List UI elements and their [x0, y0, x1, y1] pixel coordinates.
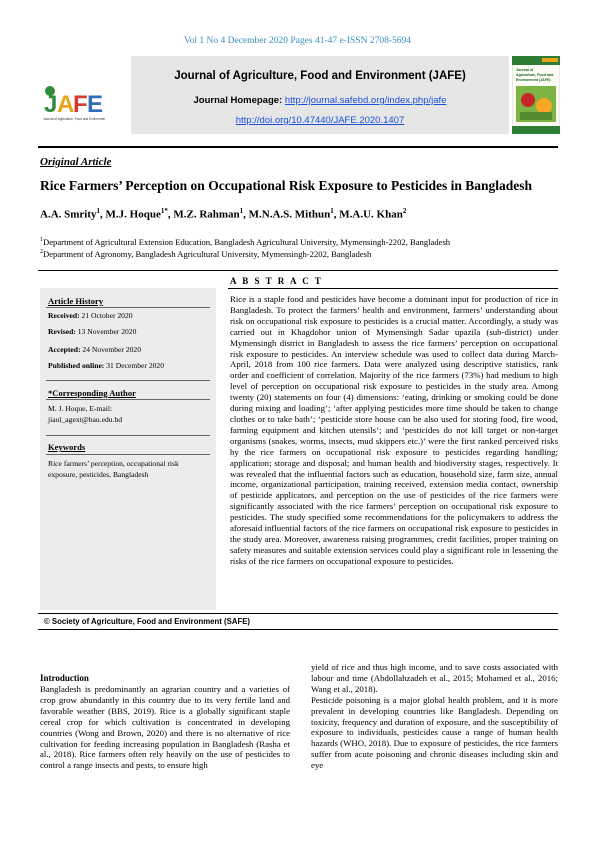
introduction-left-column: Bangladesh is predominantly an agrarian country and a varieties of crop grow abundantly in this country due to its very fertile land and favorable weather (BBS, 2019). Rice is a globally significant staple cereal crop for which cultivation is concentrated in developing countries (Wong and Brown, 2020) and there is no alternative of rice cultivation for feeding increasing population in Bangladesh (Rasha et al., 2018). Rice farmers often rely heavily on the use of pesticides to control a range insects and pests, to ensure high	[40, 684, 290, 771]
author-name: M.J. Hoque	[105, 208, 161, 221]
jafe-logo	[40, 78, 105, 124]
revised-label: Revised:	[48, 327, 76, 336]
introduction-right-column	[311, 662, 558, 771]
author-name: M.A.U. Khan	[339, 208, 403, 221]
journal-cover-thumbnail	[512, 56, 560, 134]
abstract-text: Rice is a staple food and pesticides have become a dominant input for production of rice in Bangladesh. To protect the farmers’ health and environment, farmers’ understanding about risk on occupational risk exposure to pesticides is a crucial matter. Accordingly, a study was carried out in Khagdohor union of Mymensingh Sadar upazila (sub-district) under Mymensingh district in Bangladesh to assess the rice farmers’ perception on occupational risk exposure to pesticides. An interview schedule was used to collect data during March-April, 2018 from 100 rice farmers. Data were analyzed using descriptive statistics, rank order and coefficient of correlation. Majority of the rice farmers (73%) had medium to high level of perception on occupational risk exposure to pesticides in the study area. Among twenty (20) statements on four (4) dimensions: ‘eating, drinking or smoking could be done during mixing and loading’; ‘after applying pesticides more time should be taken to change clothes or to take bath’; ‘pesticide store house can be also used for storing food, fire wood, farming equipment and kitchen utensils’; and ‘pesticides do not kill target or non-target organisms (snakes, worms, insects, mud skippers etc.)’ were the first ranked perceived risks by the rice farmers on occupational risk exposure to pesticides regarding handling; application; storage and disposal; and human health and biodiversity stages, respectively. It was revealed that the influential factors such as education, household size, farm size, annual income, organizational participation, training received, extension media contact, ownership of pesticide applicators, and perception on the use of pesticides of the rice farmers were significantly associated with the rice farmers’ perception on occupational risk exposure to pesticides. The study specified some recommendations for the policymakers to address the aforesaid influential factors of the rice farmers on occupational risk exposure to pesticides in the study area. Moreover, awareness raising programmes, credit facilities, proper training on safety measures and suitable extension services could play a significant role in lessening the risks of the rice farmers on occupational exposure to pesticides.	[230, 294, 558, 566]
corresponding-email[interactable]: jiaul_agext@bau.edu.bd	[48, 415, 123, 424]
volume-line: Vol 1 No 4 December 2020 Pages 41-47 e-ISSN 2708-5694	[183, 36, 411, 46]
corresponding-author-heading: *Corresponding Author	[48, 388, 136, 398]
svg-text:A: A	[57, 91, 75, 118]
svg-text:Environment (JAFE): Environment (JAFE)	[516, 78, 551, 82]
svg-text:Journal of: Journal of	[516, 68, 534, 72]
author-sup: 1	[239, 207, 244, 215]
journal-homepage	[131, 95, 509, 106]
received-label: Received:	[48, 311, 80, 320]
published-label: Published online:	[48, 361, 105, 370]
author-name: M.Z. Rahman	[173, 208, 240, 221]
svg-text:E: E	[87, 91, 104, 118]
affiliation-text: Department of Agronomy, Bangladesh Agricultural University, Mymensingh-2202, Bangladesh	[43, 249, 372, 259]
sidebar-divider	[46, 380, 210, 381]
revised-value: 13 November 2020	[77, 327, 137, 336]
author-sup: 1	[330, 207, 334, 215]
corresponding-name: M. J. Hoque, E-mail:	[48, 404, 113, 413]
affiliation-divider	[38, 270, 558, 271]
revised-date	[48, 327, 208, 338]
svg-text:Journal of Agriculture, Food a: Journal of Agriculture, Food and Environment	[43, 117, 105, 121]
copyright-top-divider	[38, 613, 558, 614]
affiliation-2	[40, 249, 371, 259]
sidebar-divider	[46, 435, 210, 436]
sidebar-divider	[46, 454, 210, 455]
header-divider	[38, 146, 558, 148]
published-value: 31 December 2020	[106, 361, 165, 370]
received-date	[48, 311, 208, 322]
author-list: A.A. Smrity$^1$, M.J. Hoque$^{1*}$, M.Z. Rahman$^1$, M.N.A.S. Mithun$^1$, M.A.U. Khan$^2$	[40, 207, 407, 221]
introduction-heading: Introduction	[40, 673, 89, 683]
homepage-label: Journal Homepage:	[193, 95, 283, 106]
affiliation-sup: 2	[40, 249, 43, 256]
keywords-list: Rice farmers’ perception, occupational risk exposure, pesticides, Bangladesh	[48, 459, 179, 479]
article-type: Original Article	[40, 156, 112, 168]
doi-link[interactable]: http://doi.org/10.47440/JAFE.2020.1407	[235, 115, 405, 126]
affiliation-sup: 1	[40, 237, 43, 244]
intro-paragraph: yield of rice and thus high income, and to save costs associated with labour and time (Abdollahzadeh et al., 2015; Mohamed et al., 2016; Wang et al., 2018).	[311, 662, 558, 694]
abstract-divider	[228, 288, 558, 289]
received-value: 21 October 2020	[81, 311, 133, 320]
affiliation-1	[40, 237, 450, 247]
affiliation-text: Department of Agricultural Extension Education, Bangladesh Agricultural University, Mymensingh-2202, Bangladesh	[43, 237, 451, 247]
published-date	[48, 361, 208, 372]
svg-text:Agriculture, Food and: Agriculture, Food and	[516, 73, 554, 77]
author-name: A.A. Smrity	[40, 208, 97, 221]
article-history-heading: Article History	[48, 296, 104, 306]
svg-text:F: F	[73, 91, 88, 118]
author-sup: 1	[96, 207, 101, 215]
author-sup: 1*	[160, 207, 168, 215]
homepage-link[interactable]: http://journal.safebd.org/index.php/jafe	[284, 95, 447, 106]
accepted-date	[48, 345, 208, 356]
doi-line	[131, 115, 509, 126]
journal-title: Journal of Agriculture, Food and Environment (JAFE)	[174, 70, 466, 82]
copyright-bottom-divider	[38, 629, 558, 630]
abstract-heading: A B S T R A C T	[230, 276, 323, 286]
keywords-heading: Keywords	[48, 442, 86, 452]
author-sup: 2	[402, 207, 407, 215]
accepted-label: Accepted:	[48, 345, 81, 354]
intro-paragraph: Pesticide poisoning is a major global health problem, and it is more prevalent in developing countries like Bangladesh. Depending on toxicity, frequency and duration of exposure, and the susceptibility of exposure to individuals, pesticides cause a range of human health hazards (WHO, 2018). Due to exposure of pesticides, the rice farmers suffer from acute poisoning and chronic diseases including skin and eye	[311, 694, 558, 771]
svg-text:J: J	[44, 91, 58, 118]
copyright-notice: © Society of Agriculture, Food and Environment (SAFE)	[44, 617, 251, 626]
sidebar-divider	[46, 399, 210, 400]
sidebar-divider	[46, 307, 210, 308]
article-title: Rice Farmers’ Perception on Occupational Risk Exposure to Pesticides in Bangladesh	[40, 178, 532, 193]
author-name: M.N.A.S. Mithun	[248, 208, 331, 221]
accepted-value: 24 November 2020	[82, 345, 142, 354]
